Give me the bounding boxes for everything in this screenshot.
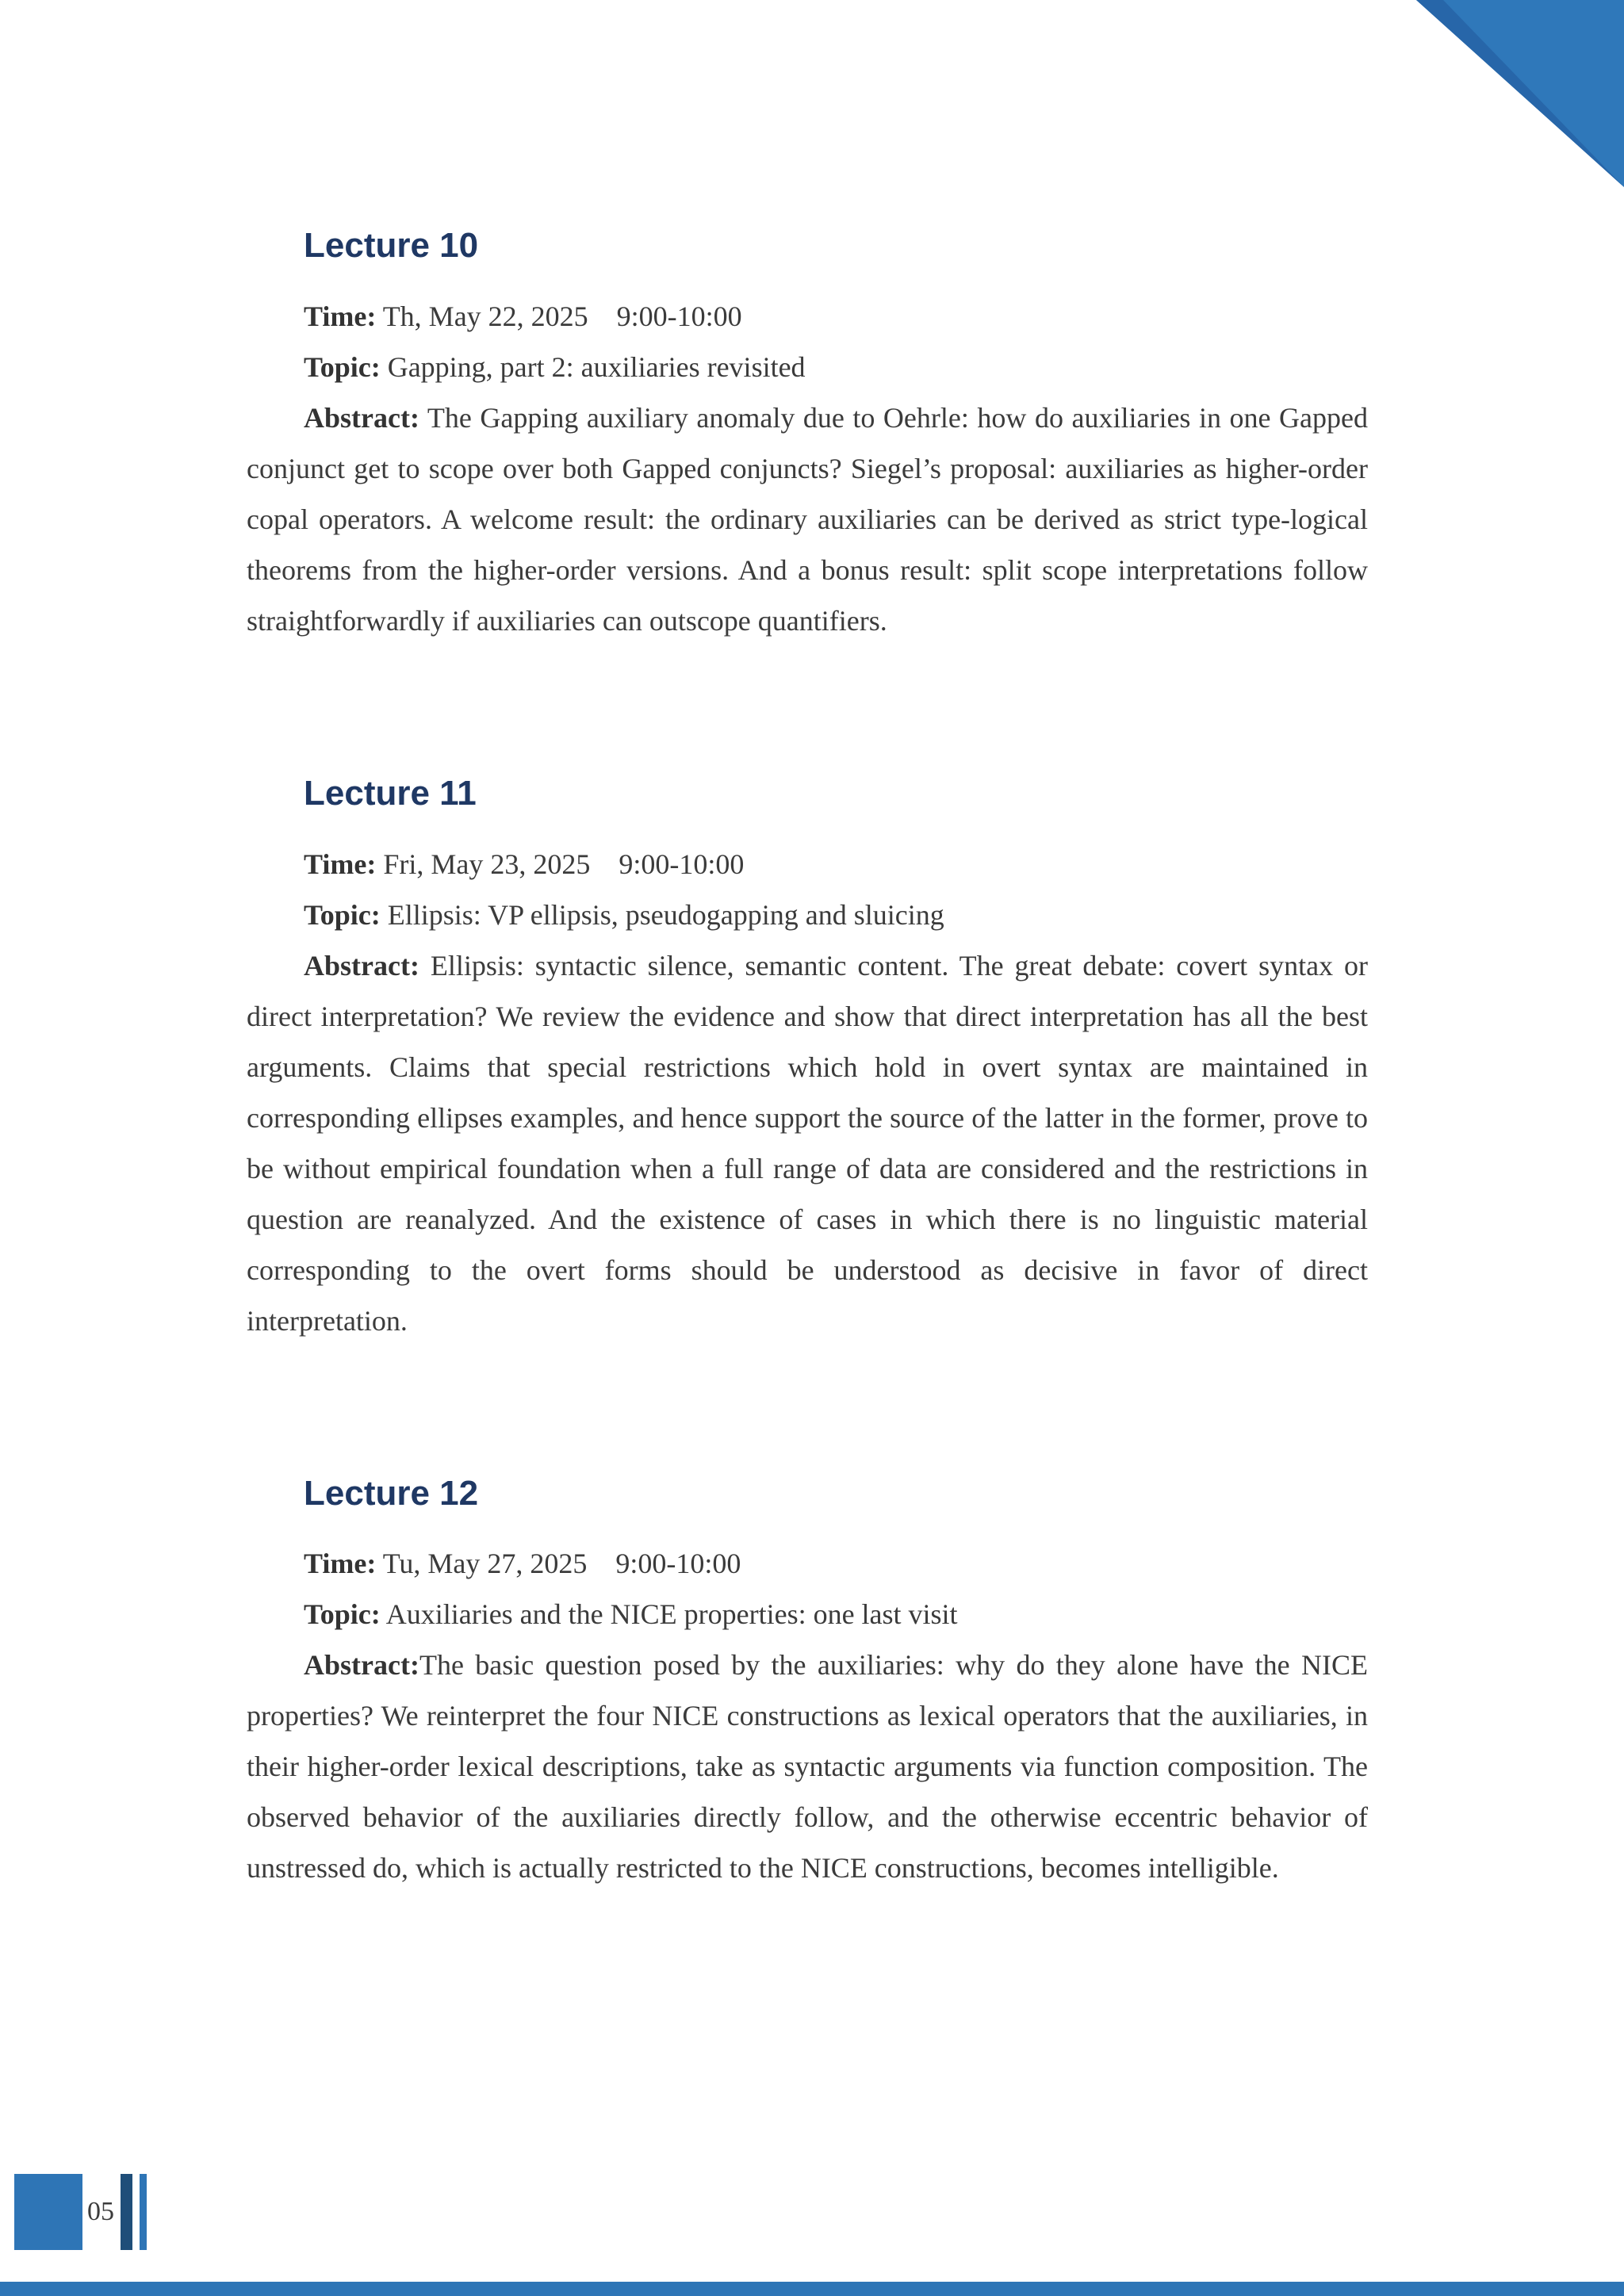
- time-date: Tu, May 27, 2025: [382, 1548, 588, 1580]
- lecture-section-11: [247, 773, 1368, 1346]
- lecture-time-line: [247, 291, 1368, 342]
- page-number: 05: [87, 2197, 114, 2226]
- page-number-bar-thick: [121, 2174, 132, 2250]
- time-hours: 9:00-10:00: [615, 1548, 741, 1580]
- time-date: Th, May 22, 2025: [382, 300, 588, 332]
- time-label: Time:: [304, 1548, 377, 1580]
- lecture-section-10: [247, 225, 1368, 646]
- lecture-abstract: [247, 940, 1368, 1346]
- lecture-title: Lecture 11: [304, 773, 477, 813]
- topic-label: Topic:: [304, 898, 381, 931]
- page-number-bar-thin: [140, 2174, 147, 2250]
- lecture-topic-line: [247, 1589, 1368, 1640]
- abstract-label: Abstract:: [304, 401, 419, 434]
- lecture-title: Lecture 10: [304, 226, 479, 265]
- lecture-title: Lecture 12: [304, 1473, 479, 1513]
- bottom-bar-decoration: [0, 2282, 1624, 2296]
- lecture-abstract: [247, 392, 1368, 646]
- abstract-label: Abstract:: [304, 949, 419, 982]
- topic-label: Topic:: [304, 350, 381, 383]
- abstract-text: The Gapping auxiliary anomaly due to Oehrle: how do auxiliaries in one Gapped conjunct get to scope over both Gapped conjuncts? Siegel’s proposal: auxiliaries as higher-order copal operators. A welcome result: the ordinary auxiliaries can be derived as strict type-logical theorems from the higher-order versions. And a bonus result: split scope interpretations follow straightforwardly if auxiliaries can outscope quantifiers.: [247, 401, 1368, 637]
- abstract-label: Abstract:: [304, 1649, 419, 1682]
- lecture-topic-line: [247, 890, 1368, 940]
- abstract-text: The basic question posed by the auxiliaries: why do they alone have the NICE properties? We reinterpret the four NICE constructions as lexical operators that the auxiliaries, in their higher-order lexical descriptions, take as syntactic arguments via function composition. The observed behavior of the auxiliaries directly follow, and the otherwise eccentric behavior of unstressed do, which is actually restricted to the NICE constructions, becomes intelligible.: [247, 1649, 1368, 1885]
- time-label: Time:: [304, 848, 377, 880]
- topic-text: Ellipsis: VP ellipsis, pseudogapping and sluicing: [387, 898, 944, 931]
- lecture-topic-line: [247, 342, 1368, 392]
- time-date: Fri, May 23, 2025: [383, 848, 591, 880]
- corner-triangle-decoration: [1416, 0, 1624, 187]
- topic-label: Topic:: [304, 1598, 381, 1631]
- time-label: Time:: [304, 300, 377, 332]
- lecture-time-line: [247, 1538, 1368, 1589]
- lecture-time-line: [247, 839, 1368, 890]
- time-hours: 9:00-10:00: [616, 300, 742, 332]
- abstract-text: Ellipsis: syntactic silence, semantic content. The great debate: covert syntax or direct interpretation? We review the evidence and show that direct interpretation has all the best arguments. Claims that special restrictions which hold in overt syntax are maintained in corresponding ellipses examples, and hence support the source of the latter in the former, prove to be without empirical foundation when a full range of data are considered and the restrictions in question are reanalyzed. And the existence of cases in which there is no linguistic material corresponding to the overt forms should be understood as decisive in favor of direct interpretation.: [247, 949, 1368, 1337]
- topic-text: Auxiliaries and the NICE properties: one last visit: [385, 1598, 958, 1631]
- time-hours: 9:00-10:00: [619, 848, 745, 880]
- lectures-content: [247, 225, 1368, 1893]
- topic-text: Gapping, part 2: auxiliaries revisited: [387, 350, 806, 383]
- lecture-abstract: [247, 1640, 1368, 1893]
- page-number-square-decoration: [14, 2174, 82, 2250]
- lecture-section-12: [247, 1473, 1368, 1894]
